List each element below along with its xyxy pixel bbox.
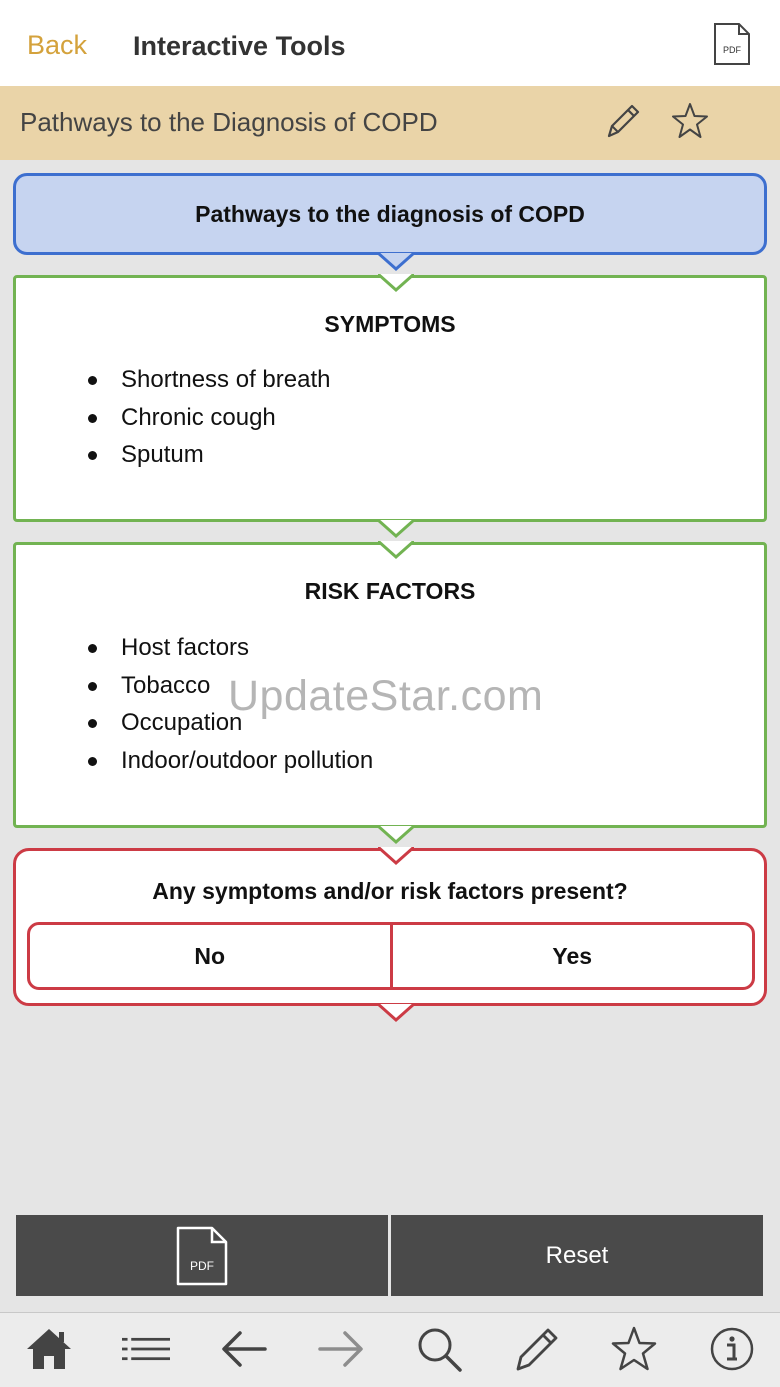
- export-pdf-button[interactable]: [16, 1215, 388, 1296]
- flowchart-header: Pathways to the diagnosis of COPD: [13, 173, 767, 255]
- pdf-icon-text: PDF: [190, 1258, 214, 1273]
- connector-chevron: [378, 274, 414, 294]
- pdf-document-icon: [175, 1225, 229, 1287]
- yes-button[interactable]: Yes: [552, 942, 593, 969]
- connector-chevron: [378, 1004, 414, 1024]
- list-item: Host factors: [85, 634, 373, 672]
- pdf-document-icon[interactable]: [713, 22, 751, 66]
- pencil-icon[interactable]: [603, 100, 643, 142]
- pdf-icon-text: PDF: [723, 45, 741, 55]
- connector-chevron: [378, 826, 414, 846]
- forward-arrow-icon[interactable]: [317, 1325, 365, 1373]
- list-item: Chronic cough: [85, 404, 330, 442]
- question-text: Any symptoms and/or risk factors present?: [152, 878, 628, 904]
- home-icon[interactable]: [25, 1325, 73, 1373]
- star-icon[interactable]: [670, 100, 710, 142]
- watermark: UpdateStar.com: [228, 672, 544, 720]
- symptoms-box: [13, 275, 767, 522]
- bottom-toolbar: [0, 1312, 780, 1387]
- document-title: Pathways to the Diagnosis of COPD: [20, 107, 438, 137]
- list-item: Indoor/outdoor pollution: [85, 747, 373, 785]
- list-item: Shortness of breath: [85, 366, 330, 404]
- symptoms-heading: SYMPTOMS: [324, 311, 456, 337]
- list-icon[interactable]: [122, 1325, 170, 1373]
- answer-options: [27, 922, 755, 990]
- risk-factors-heading: RISK FACTORS: [304, 578, 476, 604]
- info-icon[interactable]: [708, 1325, 756, 1373]
- connector-chevron: [378, 541, 414, 561]
- symptoms-list: [85, 366, 330, 479]
- reset-button[interactable]: Reset: [391, 1215, 763, 1296]
- star-icon[interactable]: [610, 1325, 658, 1373]
- connector-chevron: [378, 253, 414, 273]
- list-item: Occupation: [85, 709, 373, 747]
- back-arrow-icon[interactable]: [220, 1325, 268, 1373]
- search-icon[interactable]: [415, 1325, 463, 1373]
- page-title: Interactive Tools: [133, 31, 346, 61]
- connector-chevron: [378, 520, 414, 540]
- list-item: Sputum: [85, 441, 330, 479]
- connector-chevron: [378, 847, 414, 867]
- pencil-icon[interactable]: [513, 1325, 561, 1373]
- navigation-bar: [0, 0, 780, 86]
- back-button[interactable]: Back: [27, 30, 88, 60]
- document-title-bar: [0, 86, 780, 160]
- list-item: Tobacco: [85, 672, 373, 710]
- no-button[interactable]: No: [30, 925, 393, 987]
- question-box: [13, 848, 767, 1006]
